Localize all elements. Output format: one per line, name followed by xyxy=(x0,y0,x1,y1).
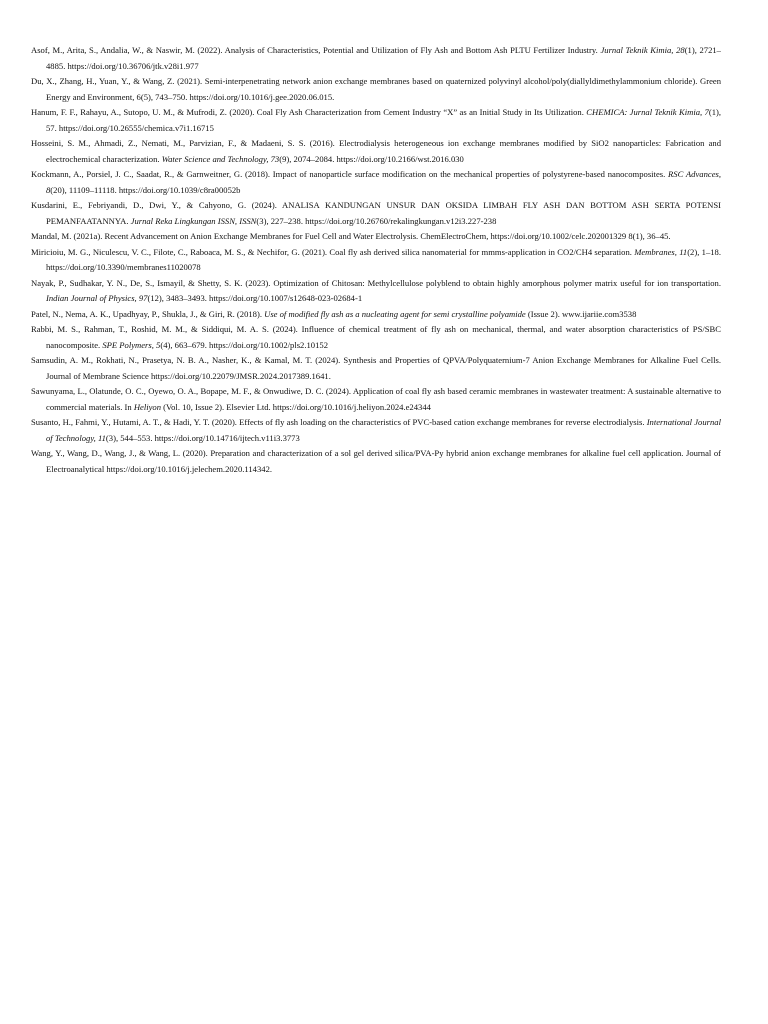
reference-text: (4), 663–679. https://doi.org/10.1002/pls2.10152 xyxy=(160,339,328,350)
reference-text: (3), 544–553. https://doi.org/10.14716/ijtech.v11i3.3773 xyxy=(105,432,300,443)
reference-text: (Vol. 10, Issue 2). Elsevier Ltd. https://doi.org/10.1016/j.heliyon.2024.e24344 xyxy=(161,401,431,412)
reference-journal-title: Heliyon xyxy=(133,401,162,412)
reference-entry xyxy=(31,229,721,245)
reference-journal-title: Jurnal Reka Lingkungan ISSN, ISSN xyxy=(130,215,257,226)
reference-text: Kusdarini, E., Febriyandi, D., Dwi, Y., & Cahyono, G. (2024). ANALISA KANDUNGAN UNSUR DAN OKSIDA LIMBAH FLY ASH DAN BOTTOM ASH SERTA POTENSI PEMANFAATANNYA. xyxy=(31,200,721,226)
reference-journal-title: SPE Polymers, 5 xyxy=(102,339,161,350)
reference-entry xyxy=(31,43,721,74)
reference-journal-title: RSC Advances, 8 xyxy=(46,169,721,195)
reference-text: Rabbi, M. S., Rahman, T., Roshid, M. M., & Siddiqui, M. A. S. (2024). Influence of chemical treatment of fly ash on mechanical, thermal, and water absorption characteristics of PS/SBC nanocomposite. xyxy=(31,324,721,350)
reference-text: (2), 1–18. https://doi.org/10.3390/membranes11020078 xyxy=(46,246,721,272)
reference-list xyxy=(31,43,721,477)
reference-text: Susanto, H., Fahmi, Y., Hutami, A. T., & Hadi, Y. T. (2020). Effects of fly ash loading on the characteristics of PVC-based cation exchange membranes for reverse electrodialysis. xyxy=(31,417,647,427)
reference-text: Du, X., Zhang, H., Yuan, Y., & Wang, Z. (2021). Semi-interpenetrating network anion exchange membranes based on quaternized polyvinyl alcohol/poly(diallyldimethylammonium chloride). Green Energy and Environment, 6(5), 743–750. https://doi.org/10.1016/j.gee.2020.06.015. xyxy=(31,76,721,102)
reference-text: Mandal, M. (2021a). Recent Advancement on Anion Exchange Membranes for Fuel Cell and Water Electrolysis. ChemElectroChem, https://doi.org/10.1002/celc.202001329 8(1), 36–45. xyxy=(31,231,671,241)
reference-entry xyxy=(31,446,721,477)
reference-journal-title: CHEMICA: Jurnal Teknik Kimia, 7 xyxy=(586,107,709,117)
reference-text: Miricioiu, M. G., Niculescu, V. C., Filote, C., Raboaca, M. S., & Nechifor, G. (2021). Coal fly ash derived silica nanomaterial for mmms-application in CO2/CH4 separation. xyxy=(31,246,635,257)
reference-text: Hanum, F. F., Rahayu, A., Sutopo, U. M., & Mufrodi, Z. (2020). Coal Fly Ash Characterization from Cement Industry “X” as an Initial Study in Its Utilization. xyxy=(31,107,587,117)
reference-entry xyxy=(31,105,721,136)
document-page xyxy=(31,43,721,477)
reference-journal-title: Indian Journal of Physics, 97 xyxy=(46,293,148,303)
reference-text: (9), 2074–2084. https://doi.org/10.2166/wst.2016.030 xyxy=(279,153,464,164)
reference-journal-title: International Journal of Technology, 11 xyxy=(46,417,721,443)
reference-entry xyxy=(31,307,721,323)
reference-text: (1), 57. https://doi.org/10.26555/chemica.v7i1.16715 xyxy=(46,107,721,133)
reference-entry xyxy=(31,353,721,384)
reference-text: (1), 2721–4885. https://doi.org/10.36706/jtk.v28i1.977 xyxy=(46,45,721,71)
reference-journal-title: Water Science and Technology, 73 xyxy=(161,153,280,164)
reference-text: (Issue 2). www.ijariie.com3538 xyxy=(525,308,637,319)
reference-entry xyxy=(31,384,721,415)
reference-entry xyxy=(31,198,721,229)
reference-text: (12), 3483–3493. https://doi.org/10.1007/s12648-023-02684-1 xyxy=(147,293,363,303)
reference-text: Kockmann, A., Porsiel, J. C., Saadat, R., & Garnweitner, G. (2018). Impact of nanoparticle surface modification on the mechanical properties of polystyrene-based nanocomposites. xyxy=(31,169,669,179)
reference-text: Nayak, P., Sudhakar, Y. N., De, S., Ismayil, & Shetty, S. K. (2023). Optimization of Chitosan: Methylcellulose polyblend to obtain highly amorphous polymer matrix useful for ion transportation. xyxy=(31,277,721,288)
reference-journal-title: Jurnal Teknik Kimia, 28 xyxy=(600,45,685,55)
reference-text: (20), 11109–11118. https://doi.org/10.1039/c8ra00052b xyxy=(50,184,241,195)
reference-text: Sawunyama, L., Olatunde, O. C., Oyewo, O. A., Bopape, M. F., & Onwudiwe, D. C. (2024). Application of coal fly ash based ceramic membranes in wastewater treatment: A sustainable alternative to commercial materials. In xyxy=(31,386,721,412)
reference-journal-title: Use of modified fly ash as a nucleating agent for semi crystalline polyamide xyxy=(264,308,526,319)
reference-entry xyxy=(31,415,721,446)
reference-text: Hosseini, S. M., Ahmadi, Z., Nemati, M., Parvizian, F., & Madaeni, S. S. (2016). Electrodialysis heterogeneous ion exchange membranes modified by SiO2 nanoparticles: Fabrication and electrochemical characterization. xyxy=(31,138,721,164)
reference-text: Samsudin, A. M., Rokhati, N., Prasetya, N. B. A., Nasher, K., & Kamal, M. T. (2024). Synthesis and Properties of QPVA/Polyquaternium-7 Anion Exchange Membranes for Alkaline Fuel Cells. Journal of Membrane Science https://doi.org/10.22079/JMSR.2024.2017389.1641. xyxy=(31,355,721,381)
reference-entry xyxy=(31,322,721,353)
reference-entry xyxy=(31,167,721,198)
reference-journal-title: Membranes, 11 xyxy=(634,246,688,257)
reference-entry xyxy=(31,136,721,167)
reference-text: Asof, M., Arita, S., Andalia, W., & Naswir, M. (2022). Analysis of Characteristics, Potential and Utilization of Fly Ash and Bottom Ash PLTU Fertilizer Industry. xyxy=(31,45,601,55)
reference-text: Wang, Y., Wang, D., Wang, J., & Wang, L. (2020). Preparation and characterization of a sol gel derived silica/PVA-Py hybrid anion exchange membranes for alkaline fuel cell application. Journal of Electroanalytical https://doi.org/10.1016/j.jelechem.2020.114342. xyxy=(31,448,721,474)
reference-text: Patel, N., Nema, A. K., Upadhyay, P., Shukla, J., & Giri, R. (2018). xyxy=(31,308,265,319)
reference-entry xyxy=(31,245,721,276)
reference-entry xyxy=(31,74,721,105)
reference-text: (3), 227–238. https://doi.org/10.26760/rekalingkungan.v12i3.227-238 xyxy=(256,215,497,226)
reference-entry xyxy=(31,276,721,307)
